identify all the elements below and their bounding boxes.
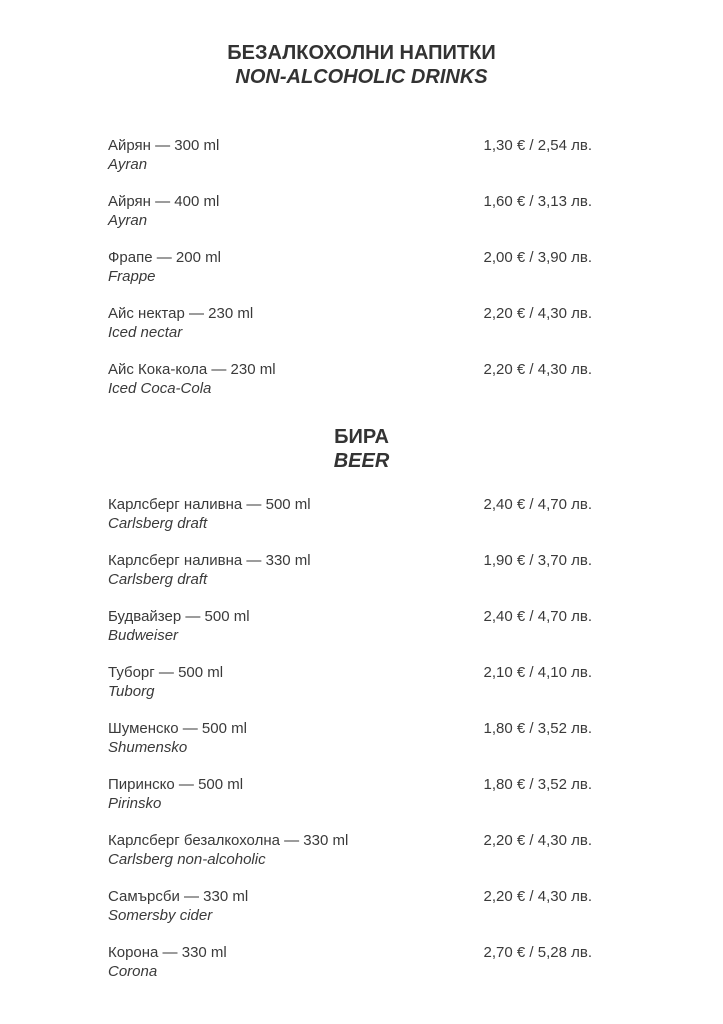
section-title-beer [0,425,723,473]
item-name: Самърсби — 330 ml [108,888,249,905]
item-price: 2,70 € / 5,28 лв. [483,944,592,961]
menu-item [108,495,592,551]
item-name: Карлсберг наливна — 330 ml [108,552,311,569]
item-name-en: Pirinsko [108,795,162,812]
menu-item [108,775,592,831]
item-name-en: Somersby cider [108,907,213,924]
item-price: 1,80 € / 3,52 лв. [483,720,592,737]
menu-item [108,663,592,719]
item-name: Айрян — 400 ml [108,193,220,210]
item-price: 1,90 € / 3,70 лв. [483,552,592,569]
item-name-en: Shumensko [108,739,188,756]
item-name: Пиринско — 500 ml [108,776,244,793]
item-price: 2,10 € / 4,10 лв. [483,664,592,681]
item-name-en: Iced nectar [108,324,183,341]
section-title-en: BEER [333,450,390,472]
item-name-en: Frappe [108,268,156,285]
item-price: 2,20 € / 4,30 лв. [483,832,592,849]
menu-item [108,360,592,416]
item-name: Айс нектар — 230 ml [108,305,254,322]
menu-item [108,551,592,607]
section-title-non-alcoholic [0,41,723,89]
menu-list-beer [108,495,592,999]
item-name-en: Carlsberg draft [108,515,208,532]
item-price: 2,40 € / 4,70 лв. [483,496,592,513]
menu-item [108,248,592,304]
item-name: Карлсберг безалкохолна — 330 ml [108,832,349,849]
item-name-en: Carlsberg draft [108,571,208,588]
item-name: Айрян — 300 ml [108,137,220,154]
menu-item [108,192,592,248]
item-price: 2,00 € / 3,90 лв. [483,249,592,266]
item-name-en: Corona [108,963,158,980]
item-price: 2,20 € / 4,30 лв. [483,305,592,322]
menu-item [108,607,592,663]
menu-list-non-alcoholic [108,136,592,416]
item-name: Фрапе — 200 ml [108,249,221,266]
section-title-bg: БЕЗАЛКОХОЛНИ НАПИТКИ [227,42,496,64]
item-price: 1,30 € / 2,54 лв. [483,137,592,154]
section-title-en: NON-ALCOHOLIC DRINKS [235,66,488,88]
menu-item [108,943,592,999]
item-name: Шуменско — 500 ml [108,720,247,737]
item-price: 2,40 € / 4,70 лв. [483,608,592,625]
item-name: Будвайзер — 500 ml [108,608,250,625]
section-title-bg: БИРА [334,426,389,448]
menu-item [108,887,592,943]
menu-item [108,831,592,887]
item-name-en: Ayran [108,156,148,173]
item-name-en: Carlsberg non-alcoholic [108,851,266,868]
item-name-en: Iced Coca-Cola [108,380,212,397]
item-price: 2,20 € / 4,30 лв. [483,888,592,905]
item-price: 1,80 € / 3,52 лв. [483,776,592,793]
menu-item [108,719,592,775]
item-name-en: Ayran [108,212,148,229]
item-price: 2,20 € / 4,30 лв. [483,361,592,378]
menu-item [108,136,592,192]
menu-item [108,304,592,360]
item-name: Корона — 330 ml [108,944,227,961]
item-name: Карлсберг наливна — 500 ml [108,496,311,513]
item-name-en: Tuborg [108,683,155,700]
item-name-en: Budweiser [108,627,179,644]
item-name: Айс Кока-кола — 230 ml [108,361,276,378]
item-price: 1,60 € / 3,13 лв. [483,193,592,210]
item-name: Туборг — 500 ml [108,664,224,681]
